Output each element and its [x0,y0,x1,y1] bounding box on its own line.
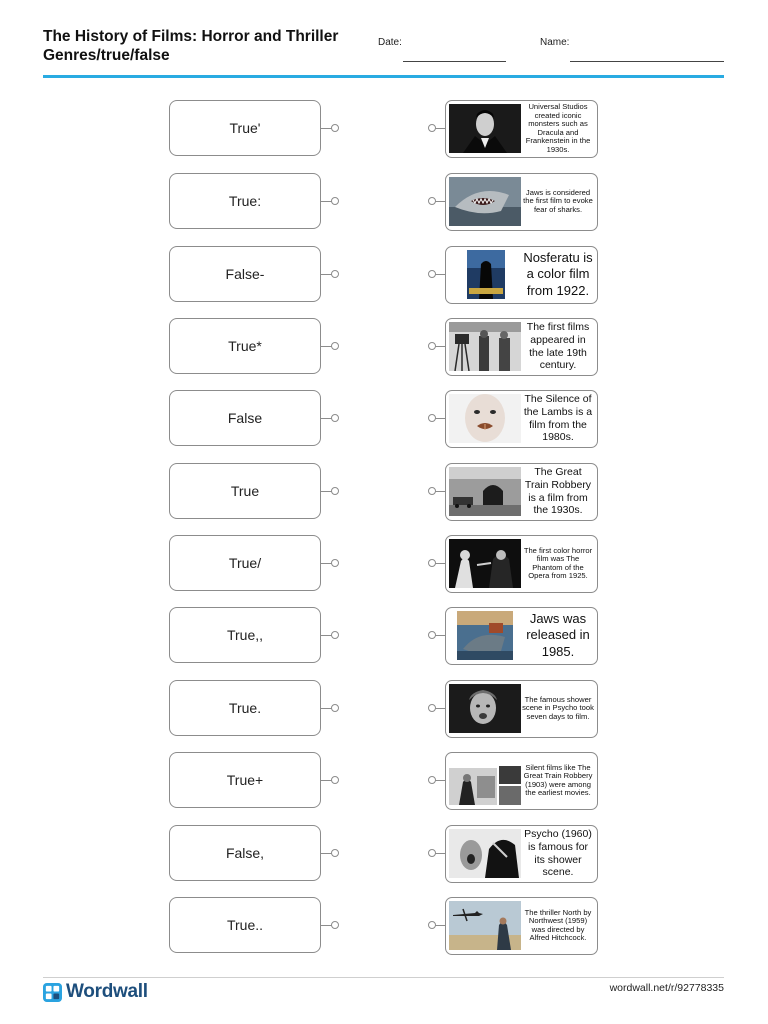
wordwall-logo [43,982,148,1002]
statement-text: Universal Studios created iconic monsters such as Dracula and Frankenstein in the 1930s. [525,102,591,154]
statement-text: The thriller North by Northwest (1959) was directed by Alfred Hitchcock. [524,907,592,942]
psycho-portrait-image [449,684,521,733]
connector-dot[interactable] [428,124,436,132]
match-row [0,390,768,448]
connector-dot[interactable] [428,776,436,784]
jaws-scene-image [449,611,521,660]
answer-box[interactable]: True.. [169,897,321,953]
early-film-crew-image [449,322,521,371]
statement-text: Nosferatu is a color film from 1922. [523,249,593,298]
statement-card[interactable] [445,535,598,593]
nosferatu-poster-image [449,250,521,299]
statement-card[interactable] [445,390,598,448]
date-field[interactable] [403,61,506,62]
connector-dot[interactable] [428,921,436,929]
connector-dot[interactable] [331,559,339,567]
statement-card[interactable] [445,897,598,955]
match-row [0,825,768,883]
answer-box[interactable]: False [169,390,321,446]
connector-dot[interactable] [428,487,436,495]
phantom-of-the-opera-image [449,539,521,588]
statement-text: Jaws was released in 1985. [526,610,590,659]
statement-text: Silent films like The Great Train Robbery (1903) were among the earliest movies. [523,762,593,797]
name-label: Name: [540,37,570,48]
answer-box[interactable]: True' [169,100,321,156]
answer-box[interactable]: True+ [169,752,321,808]
statement-text: Psycho (1960) is famous for its shower scene. [524,827,592,879]
statement-text: Jaws is considered the first film to evoke fear of sharks. [523,187,593,214]
silence-of-the-lambs-image [449,394,521,443]
connector-dot[interactable] [331,270,339,278]
match-row [0,752,768,810]
statement-text: The first films appeared in the late 19th century. [526,320,590,372]
answer-box[interactable]: True/ [169,535,321,591]
answer-box[interactable]: False- [169,246,321,302]
footer-divider [43,977,724,978]
answer-box[interactable]: True [169,463,321,519]
statement-card[interactable] [445,318,598,376]
statement-card[interactable] [445,680,598,738]
connector-dot[interactable] [331,342,339,350]
match-row [0,897,768,955]
dracula-portrait-image [449,104,521,153]
date-label: Date: [378,37,402,48]
wordwall-logo-icon [43,983,62,1002]
connector-dot[interactable] [428,197,436,205]
match-row [0,246,768,304]
statement-card[interactable] [445,463,598,521]
answer-box[interactable]: True,, [169,607,321,663]
statement-card[interactable] [445,825,598,883]
silent-film-collage-image [449,756,521,805]
connector-dot[interactable] [428,414,436,422]
train-tunnel-image [449,467,521,516]
match-row [0,100,768,158]
answer-box[interactable]: False, [169,825,321,881]
connector-dot[interactable] [331,414,339,422]
connector-dot[interactable] [428,704,436,712]
match-row [0,318,768,376]
connector-dot[interactable] [428,342,436,350]
answer-box[interactable]: True: [169,173,321,229]
connector-dot[interactable] [428,849,436,857]
answer-box[interactable]: True. [169,680,321,736]
statement-card[interactable] [445,752,598,810]
match-row [0,680,768,738]
connector-dot[interactable] [331,776,339,784]
connector-dot[interactable] [331,487,339,495]
match-row [0,463,768,521]
header-divider [43,75,724,78]
statement-card[interactable] [445,173,598,231]
connector-dot[interactable] [331,704,339,712]
connector-dot[interactable] [331,631,339,639]
statement-card[interactable] [445,246,598,304]
connector-dot[interactable] [331,197,339,205]
connector-dot[interactable] [428,559,436,567]
statement-text: The first color horror film was The Phantom of the Opera from 1925. [523,545,593,580]
connector-dot[interactable] [331,849,339,857]
statement-card[interactable] [445,100,598,158]
brand-name: Wordwall [66,981,148,1002]
shark-image [449,177,521,226]
connector-dot[interactable] [428,631,436,639]
north-by-northwest-image [449,901,521,950]
connector-dot[interactable] [428,270,436,278]
psycho-shower-image [449,829,521,878]
match-row [0,607,768,665]
match-row [0,173,768,231]
connector-dot[interactable] [331,921,339,929]
match-row [0,535,768,593]
statement-text: The Silence of the Lambs is a film from the 1980s. [523,392,593,444]
connector-dot[interactable] [331,124,339,132]
statement-text: The Great Train Robbery is a film from the 1930s. [524,465,592,517]
statement-card[interactable] [445,607,598,665]
footer-url[interactable]: wordwall.net/r/92778335 [609,982,724,994]
name-field[interactable] [570,61,724,62]
answer-box[interactable]: True* [169,318,321,374]
worksheet-title: The History of Films: Horror and Thriller Genres/true/false [43,28,339,64]
statement-text: The famous shower scene in Psycho took seven days to film. [522,694,594,721]
